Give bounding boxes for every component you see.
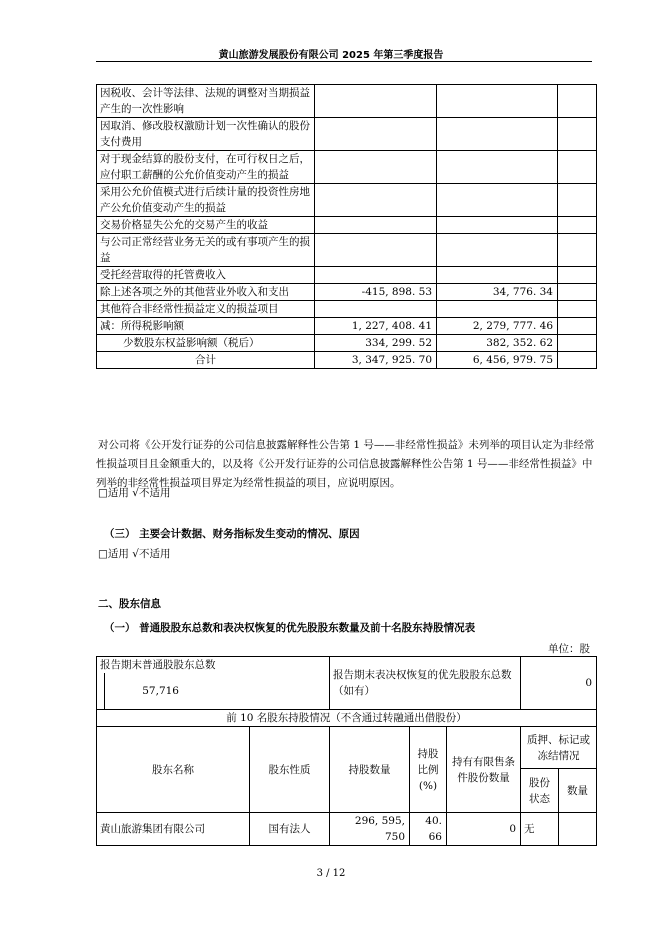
unit-label: 单位：股 — [548, 643, 590, 655]
row-value-1: 1, 227, 408. 41 — [315, 318, 437, 335]
shareholders-title: 二、股东信息 — [98, 598, 161, 610]
preferred-shareholders-value: 0 — [521, 657, 597, 710]
row-note-cell — [558, 301, 597, 318]
header-pledge-status: 股份状态 — [521, 769, 559, 813]
row-value-2: 34, 776. 34 — [437, 284, 558, 301]
table-row — [97, 184, 597, 217]
section3-title: （三） 主要会计数据、财务指标发生变动的情况、原因 — [104, 528, 360, 540]
row-label: 因取消、修改股权激励计划一次性确认的股份支付费用 — [97, 118, 315, 151]
row-label: 采用公允价值模式进行后续计量的投资性房地产公允价值变动产生的损益 — [97, 184, 315, 217]
row-label: 交易价格显失公允的交易产生的收益 — [97, 217, 315, 234]
row-value-2 — [437, 151, 558, 184]
header-name: 股东名称 — [97, 727, 250, 813]
total-shareholders-value: 57,716 — [104, 673, 179, 709]
header-ratio: 持股比例(%) — [410, 727, 447, 813]
row-value-1: 3, 347, 925. 70 — [315, 352, 437, 369]
row-value-2 — [437, 267, 558, 284]
section3-applicability: □适用 √不适用 — [98, 548, 171, 560]
header-pledge: 质押、标记或冻结情况 — [521, 727, 597, 769]
note-paragraph: 对公司将《公开发行证券的公司信息披露解释性公告第 1 号——非经常性损益》未列举的项目认定为非经常性损益项目且金额重大的，以及将《公开发行证券的公司信息披露解释性公告第 1 号——非经常性损益》中列举的非经常性损益项目界定为经常性损益的项目，应说明原因。 — [96, 439, 595, 489]
table-row — [97, 284, 597, 301]
page-number: 3 / 12 — [316, 868, 346, 879]
row-label: 对于现金结算的股份支付，在可行权日之后，应付职工薪酬的公允价值变动产生的损益 — [97, 151, 315, 184]
preferred-shareholders-label: 报告期末表决权恢复的优先股股东总数（如有） — [330, 657, 521, 710]
shareholders-subtitle: （一） 普通股股东总数和表决权恢复的优先股股东数量及前十名股东持股情况表 — [104, 622, 476, 634]
row-value-1: -415, 898. 53 — [315, 284, 437, 301]
table-row — [97, 234, 597, 267]
header-pledge-qty: 数量 — [559, 769, 597, 813]
header-shares: 持股数量 — [330, 727, 410, 813]
row-label: 减：所得税影响额 — [97, 318, 315, 335]
shareholder-nature: 国有法人 — [250, 813, 330, 846]
row-note-cell — [558, 284, 597, 301]
row-value-1 — [315, 234, 437, 267]
shareholder-status: 无 — [521, 813, 559, 846]
row-value-2: 2, 279, 777. 46 — [437, 318, 558, 335]
row-note-cell — [558, 85, 597, 118]
shareholder-shares: 296, 595, 750 — [330, 813, 410, 846]
shareholder-ratio: 40. 66 — [410, 813, 447, 846]
total-shareholders-label: 报告期末普通股股东总数57,716 — [97, 657, 330, 710]
row-note-cell — [558, 234, 597, 267]
row-note-cell — [558, 352, 597, 369]
row-label: 除上述各项之外的其他营业外收入和支出 — [97, 284, 315, 301]
row-note-cell — [558, 267, 597, 284]
report-header: 黄山旅游发展股份有限公司 2025 年第三季度报告 — [218, 50, 444, 61]
row-label: 与公司正常经营业务无关的或有事项产生的损益 — [97, 234, 315, 267]
top10-title: 前 10 名股东持股情况（不含通过转融通出借股份） — [97, 710, 597, 727]
table-row — [97, 301, 597, 318]
row-value-2 — [437, 118, 558, 151]
row-value-1 — [315, 267, 437, 284]
shareholders-table — [96, 656, 597, 846]
row-value-1 — [315, 118, 437, 151]
row-value-2: 382, 352. 62 — [437, 335, 558, 352]
header-nature: 股东性质 — [250, 727, 330, 813]
shareholder-qty — [559, 813, 597, 846]
row-value-2 — [437, 217, 558, 234]
table-row — [97, 85, 597, 118]
shareholder-name: 黄山旅游集团有限公司 — [97, 813, 250, 846]
row-value-2 — [437, 85, 558, 118]
table-row — [97, 335, 597, 352]
row-value-2 — [437, 184, 558, 217]
row-label: 合计 — [97, 352, 315, 369]
table-row — [97, 318, 597, 335]
non-recurring-gains-table — [96, 84, 597, 369]
shareholder-row — [97, 813, 597, 846]
table-row — [97, 118, 597, 151]
row-value-2 — [437, 234, 558, 267]
table-row — [97, 267, 597, 284]
row-label: 其他符合非经常性损益定义的损益项目 — [97, 301, 315, 318]
header-restricted: 持有有限售条件股份数量 — [447, 727, 521, 813]
row-note-cell — [558, 217, 597, 234]
table-row — [97, 217, 597, 234]
row-value-1: 334, 299. 52 — [315, 335, 437, 352]
row-note-cell — [558, 335, 597, 352]
row-note-cell — [558, 184, 597, 217]
row-value-2: 6, 456, 979. 75 — [437, 352, 558, 369]
row-value-1 — [315, 85, 437, 118]
row-value-1 — [315, 217, 437, 234]
table-row — [97, 151, 597, 184]
note-applicability: □适用 √不适用 — [98, 487, 171, 499]
row-note-cell — [558, 118, 597, 151]
row-value-1 — [315, 301, 437, 318]
row-value-1 — [315, 151, 437, 184]
shareholder-restricted: 0 — [447, 813, 521, 846]
row-value-2 — [437, 301, 558, 318]
row-label: 受托经营取得的托管费收入 — [97, 267, 315, 284]
header-rule — [96, 61, 592, 62]
row-note-cell — [558, 318, 597, 335]
row-note-cell — [558, 151, 597, 184]
row-value-1 — [315, 184, 437, 217]
row-label: 因税收、会计等法律、法规的调整对当期损益产生的一次性影响 — [97, 85, 315, 118]
row-label: 少数股东权益影响额（税后） — [97, 335, 315, 352]
table-row — [97, 352, 597, 369]
